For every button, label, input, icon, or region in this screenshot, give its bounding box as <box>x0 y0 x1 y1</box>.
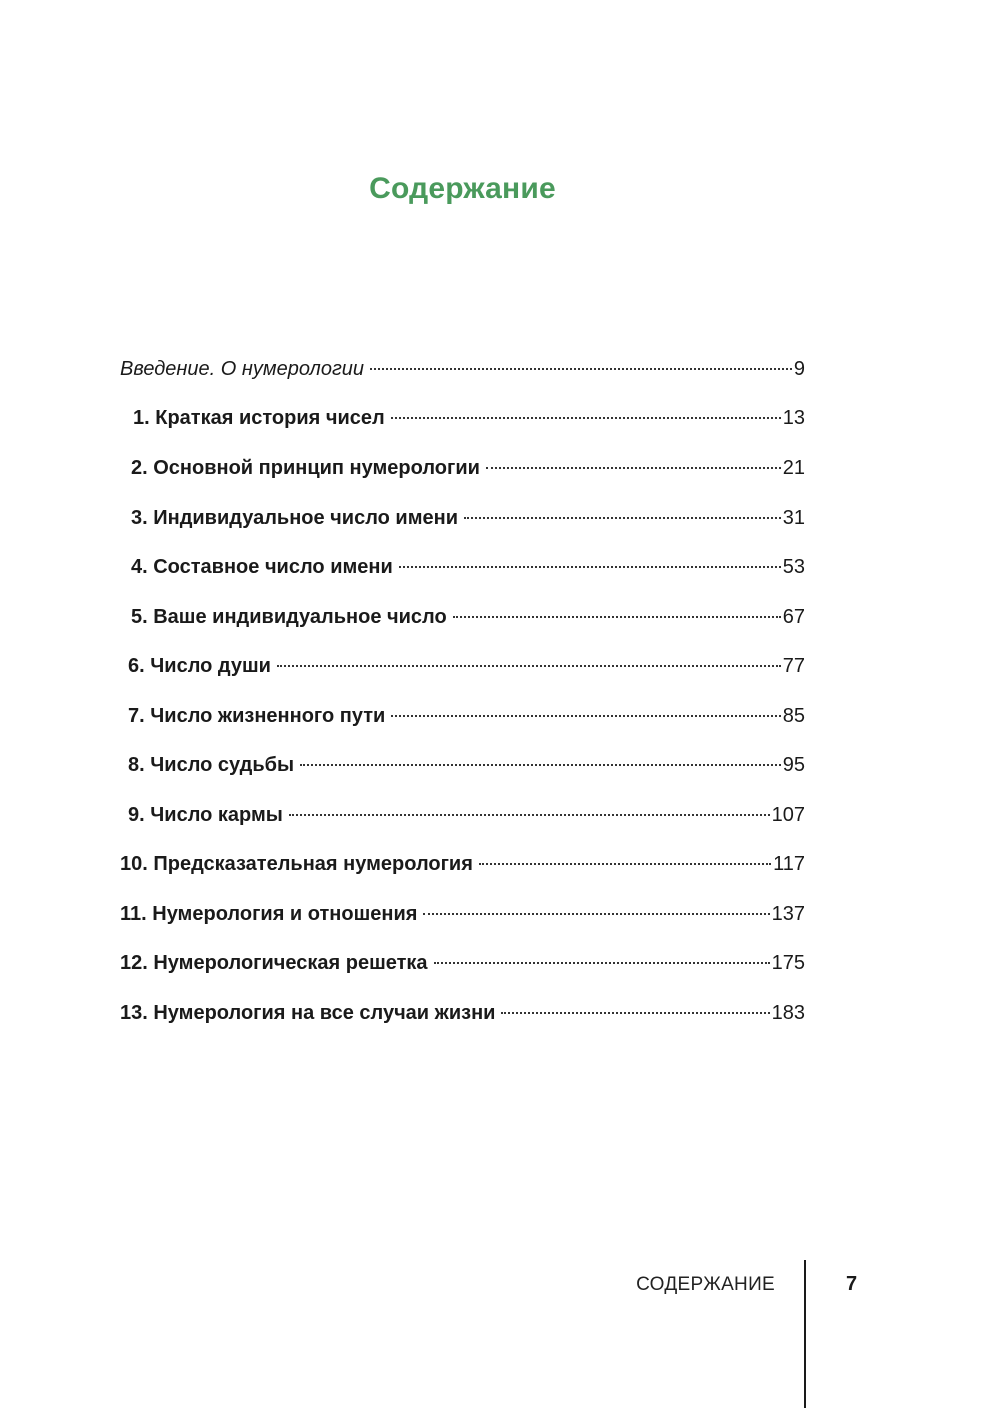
toc-entry-introduction[interactable] <box>120 354 805 384</box>
toc-entry-label: 11. Нумерология и отношения <box>120 903 418 925</box>
toc-entry-chapter-5[interactable] <box>131 602 805 632</box>
running-footer-section: СОДЕРЖАНИЕ <box>636 1274 775 1295</box>
toc-entry-page: 137 <box>771 903 805 925</box>
toc-entry-chapter-13[interactable] <box>120 998 805 1028</box>
toc-entry-chapter-1[interactable] <box>133 403 805 433</box>
toc-entry-label: 2. Основной принцип нумерологии <box>131 457 480 479</box>
toc-entry-chapter-8[interactable] <box>128 750 805 780</box>
toc-entry-page: 117 <box>773 853 805 875</box>
toc-entry-label: 3. Индивидуальное число имени <box>131 507 459 529</box>
dot-leader <box>300 764 781 766</box>
toc-entry-chapter-10[interactable] <box>120 849 805 879</box>
toc-entry-label: 13. Нумерология на все случаи жизни <box>120 1002 496 1024</box>
toc-entry-page: 85 <box>782 705 805 727</box>
toc-entry-label: 10. Предсказательная нумерология <box>120 853 473 875</box>
toc-entry-label: 5. Ваше индивидуальное число <box>131 606 447 628</box>
dot-leader <box>391 417 781 419</box>
toc-entry-label: 8. Число судьбы <box>128 754 295 776</box>
toc-entry-page: 31 <box>782 507 805 529</box>
toc-entry-page: 77 <box>782 655 805 677</box>
toc-entry-label: 4. Составное число имени <box>131 556 393 578</box>
toc-entry-label: 6. Число души <box>128 655 271 677</box>
dot-leader <box>277 665 781 667</box>
toc-entry-page: 9 <box>793 358 805 380</box>
dot-leader <box>399 566 781 568</box>
toc-entry-page: 107 <box>771 804 805 826</box>
toc-entry-page: 175 <box>771 952 805 974</box>
toc-entry-chapter-3[interactable] <box>131 503 805 533</box>
toc-entry-chapter-12[interactable] <box>120 948 805 978</box>
toc-entry-page: 183 <box>771 1002 805 1024</box>
dot-leader <box>423 913 769 915</box>
toc-entry-chapter-6[interactable] <box>128 651 805 681</box>
toc-entry-page: 21 <box>782 457 805 479</box>
toc-entry-label: 12. Нумерологическая решетка <box>120 952 428 974</box>
dot-leader <box>464 517 781 519</box>
dot-leader <box>370 368 792 370</box>
toc-entry-page: 53 <box>782 556 805 578</box>
toc-entry-label: Введение. О нумерологии <box>120 358 365 380</box>
toc-entry-label: 9. Число кармы <box>128 804 283 826</box>
dot-leader <box>479 863 771 865</box>
toc-entry-chapter-11[interactable] <box>120 899 805 929</box>
toc-entry-chapter-2[interactable] <box>131 453 805 483</box>
toc-entry-label: 7. Число жизненного пути <box>128 705 386 727</box>
toc-entry-chapter-7[interactable] <box>128 701 805 731</box>
dot-leader <box>434 962 770 964</box>
footer-divider <box>804 1260 806 1408</box>
toc-entry-page: 67 <box>782 606 805 628</box>
dot-leader <box>486 467 781 469</box>
toc-entry-label: 1. Краткая история чисел <box>133 407 385 429</box>
toc-entry-page: 13 <box>782 407 805 429</box>
toc-entry-page: 95 <box>782 754 805 776</box>
dot-leader <box>289 814 770 816</box>
dot-leader <box>453 616 781 618</box>
dot-leader <box>391 715 780 717</box>
page-number: 7 <box>846 1273 858 1295</box>
page-title: Содержание <box>369 172 556 205</box>
toc-entry-chapter-4[interactable] <box>131 552 805 582</box>
dot-leader <box>501 1012 769 1014</box>
toc-entry-chapter-9[interactable] <box>128 800 805 830</box>
